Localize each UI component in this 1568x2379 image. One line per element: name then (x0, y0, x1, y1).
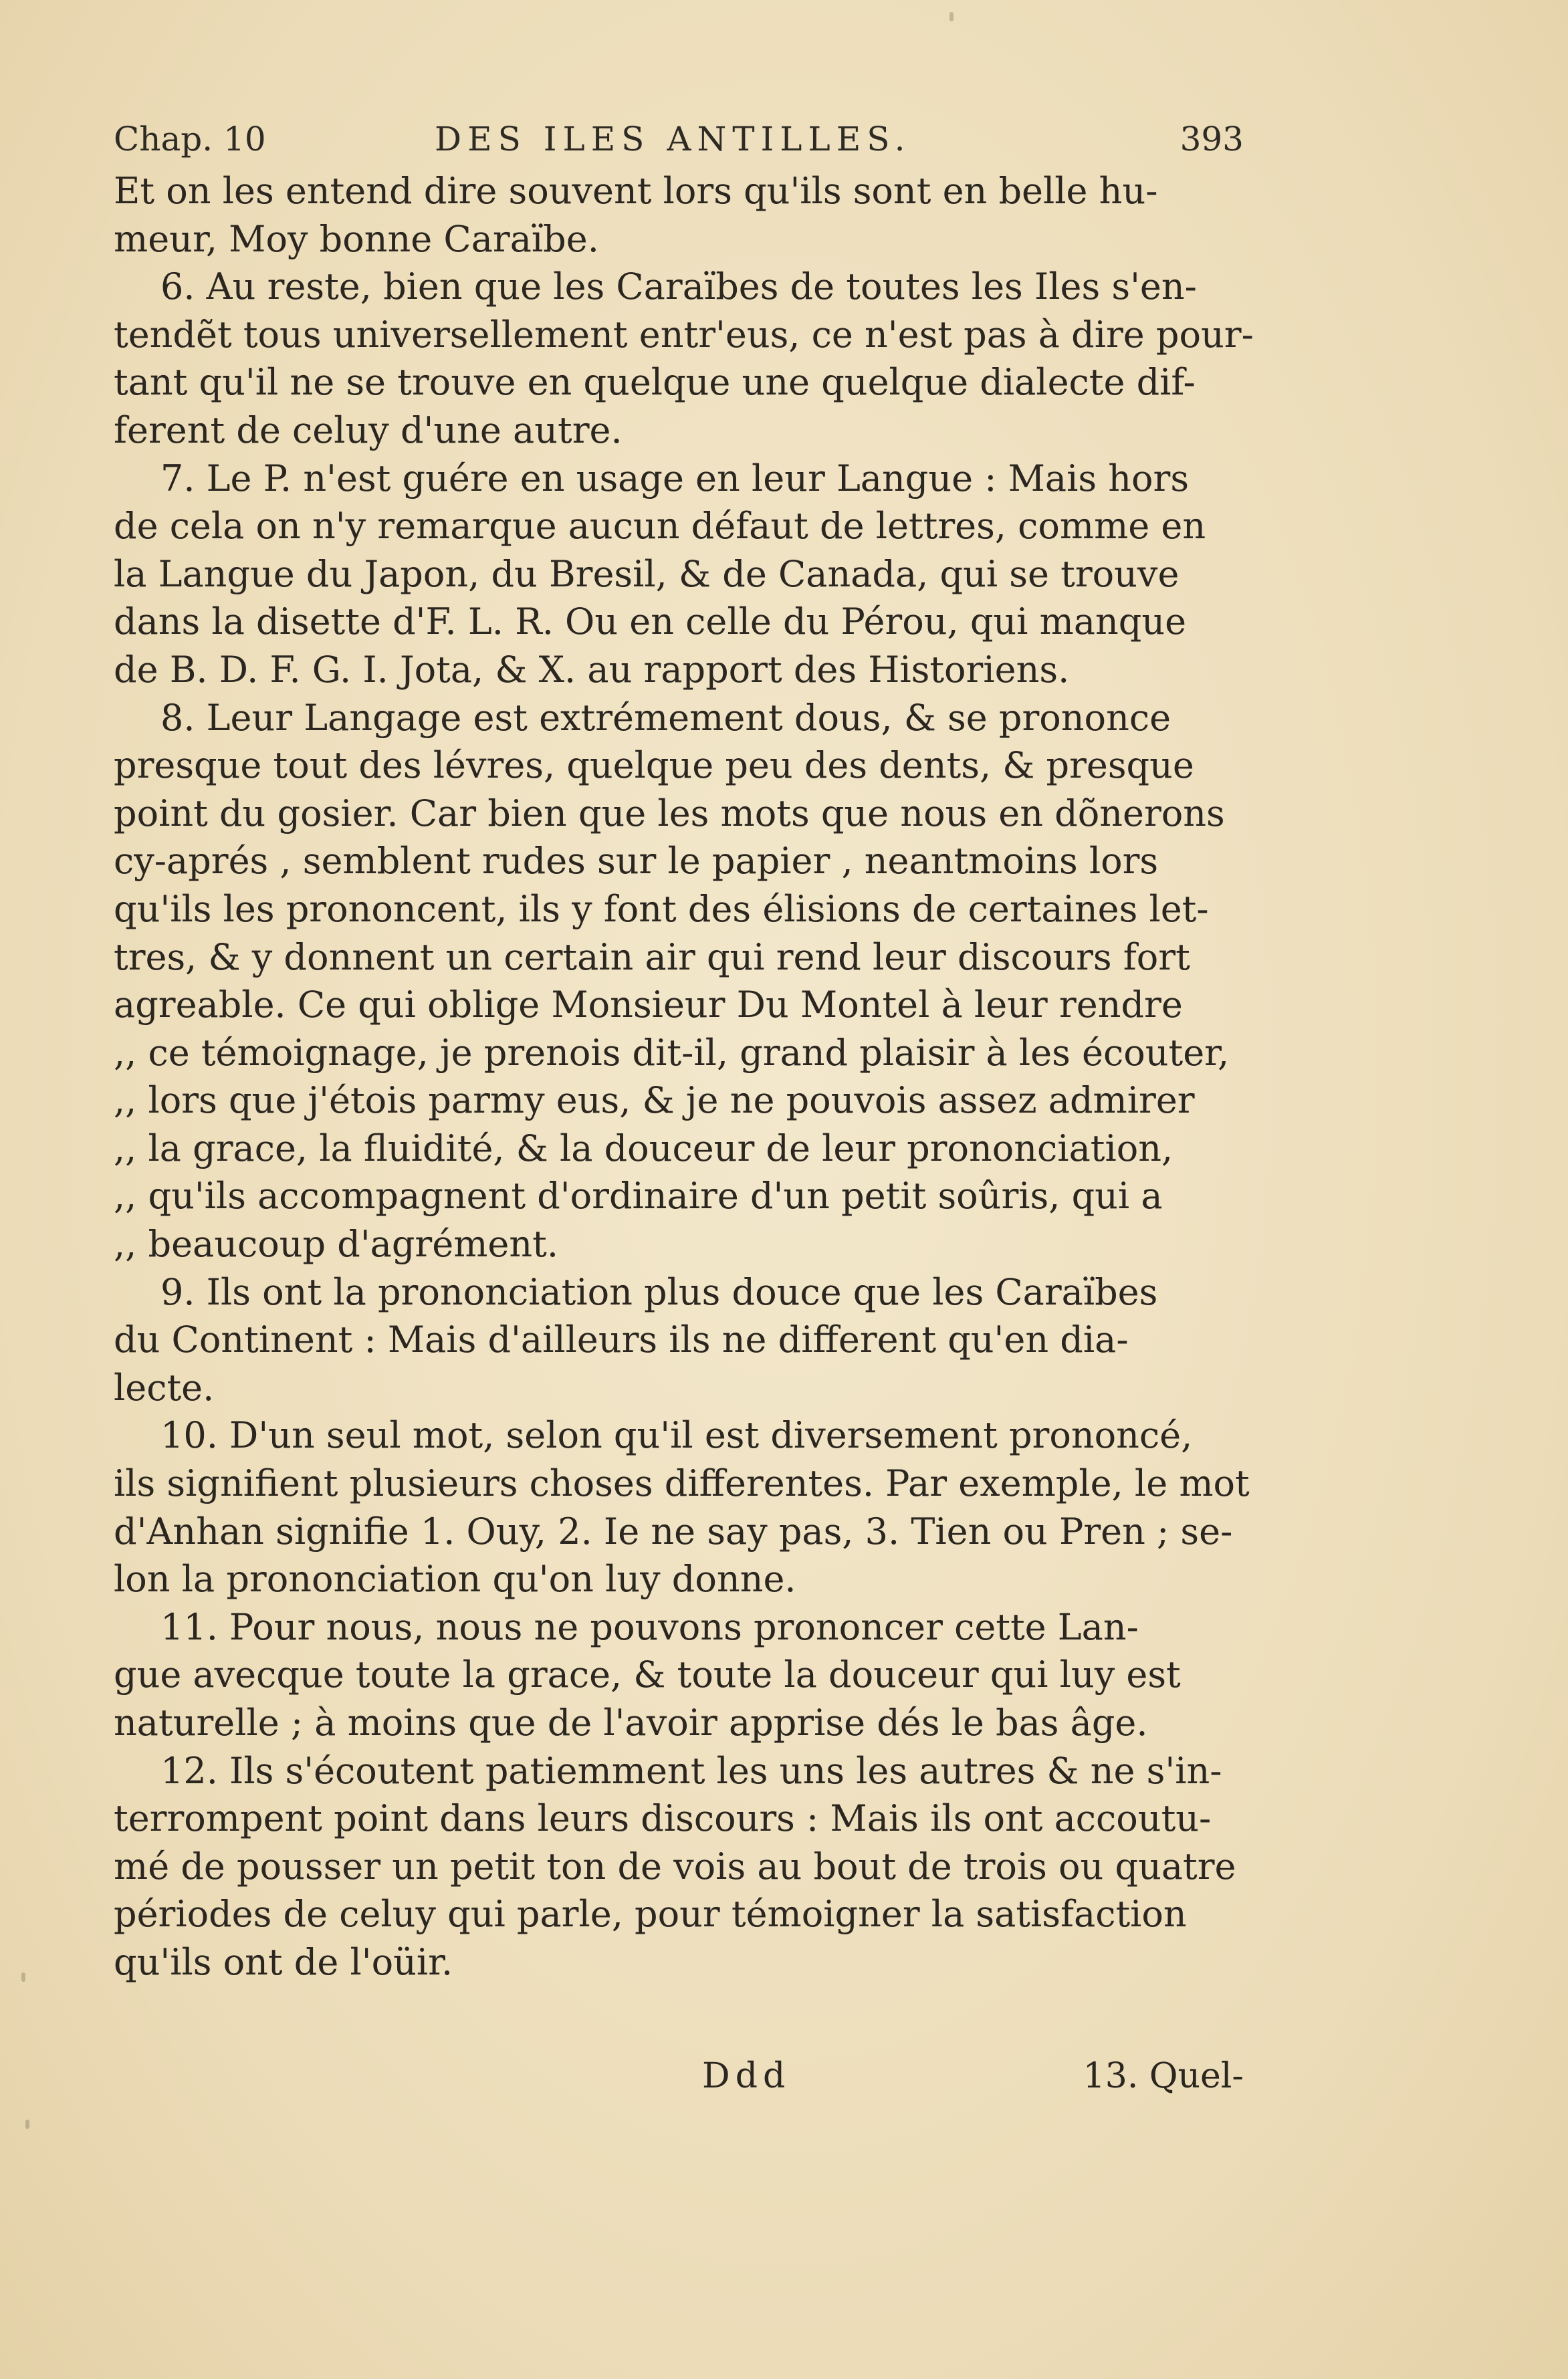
quoted-line: ,, ce témoignage, je prenois dit-il, grand plaisir à les écouter, (114, 1031, 1230, 1074)
running-head (114, 112, 1244, 166)
text-line: dans la disette d'F. L. R. Ou en celle du Pérou, qui manque (114, 600, 1187, 643)
text-line: cy-aprés , semblent rudes sur le papier , neantmoins lors (114, 840, 1159, 883)
text-line: 8. Leur Langage est extrémement dous, & se prononce (160, 696, 1171, 739)
text-line: agreable. Ce qui oblige Monsieur Du Montel à leur rendre (114, 984, 1183, 1026)
text-line: périodes de celuy qui parle, pour témoigner la satisfaction (114, 1893, 1187, 1936)
text-line: meur, Moy bonne Caraïbe. (114, 217, 599, 260)
text-line: 7. Le P. n'est guére en usage en leur Langue : Mais hors (160, 457, 1190, 499)
text-line: 6. Au reste, bien que les Caraïbes de toutes les Iles s'en- (160, 265, 1197, 308)
running-title: DES ILES ANTILLES. (435, 120, 911, 158)
text-line: point du gosier. Car bien que les mots que nous en dõnerons (114, 792, 1225, 834)
text-line: 10. D'un seul mot, selon qu'il est diversement prononcé, (160, 1414, 1193, 1457)
signature-mark: Ddd (702, 2056, 791, 2096)
text-line: tant qu'il ne se trouve en quelque une quelque dialecte dif- (114, 361, 1196, 404)
quoted-line: ,, qu'ils accompagnent d'ordinaire d'un petit soûris, qui a (114, 1175, 1163, 1218)
text-line: mé de pousser un petit ton de vois au bout de trois ou quatre (114, 1845, 1236, 1888)
body-text (114, 167, 1254, 1987)
page-footer (114, 2049, 1244, 2103)
text-line: du Continent : Mais d'ailleurs ils ne different qu'en dia- (114, 1319, 1129, 1361)
text-line: 9. Ils ont la prononciation plus douce que les Caraïbes (160, 1270, 1158, 1313)
text-line: la Langue du Japon, du Bresil, & de Canada, qui se trouve (114, 552, 1180, 595)
text-line: ils signifient plusieurs choses differentes. Par exemple, le mot (114, 1462, 1250, 1505)
text-line: tendẽt tous universellement entr'eus, ce n'est pas à dire pour- (114, 313, 1254, 356)
paper-speck (25, 2120, 29, 2129)
text-line: naturelle ; à moins que de l'avoir apprise dés le bas âge. (114, 1702, 1148, 1744)
text-line: lecte. (114, 1366, 215, 1409)
quoted-line: ,, beaucoup d'agrément. (114, 1223, 559, 1266)
catchword: 13. Quel- (1083, 2056, 1244, 2096)
quoted-line: ,, la grace, la fluidité, & la douceur de leur prononciation, (114, 1127, 1173, 1169)
chapter-label: Chap. 10 (114, 120, 266, 158)
paper-speck (949, 12, 954, 21)
text-line: qu'ils ont de l'oüir. (114, 1940, 453, 1983)
text-line: presque tout des lévres, quelque peu des dents, & presque (114, 744, 1194, 787)
text-line: ferent de celuy d'une autre. (114, 409, 623, 451)
quoted-line: ,, lors que j'étois parmy eus, & je ne pouvois assez admirer (114, 1079, 1195, 1122)
text-line: gue avecque toute la grace, & toute la douceur qui luy est (114, 1654, 1181, 1696)
text-line: lon la prononciation qu'on luy donne. (114, 1558, 796, 1601)
text-line: de B. D. F. G. I. Jota, & X. au rapport des Historiens. (114, 648, 1070, 691)
text-line: d'Anhan signifie 1. Ouy, 2. Ie ne say pas, 3. Tien ou Pren ; se- (114, 1510, 1233, 1553)
text-line: Et on les entend dire souvent lors qu'ils sont en belle hu- (114, 170, 1158, 212)
text-line: 12. Ils s'écoutent patiemment les uns les autres & ne s'in- (160, 1749, 1222, 1792)
text-line: de cela on n'y remarque aucun défaut de lettres, comme en (114, 505, 1206, 548)
paper-speck (21, 1972, 25, 1982)
text-line: qu'ils les prononcent, ils y font des élisions de certaines let- (114, 887, 1209, 930)
page-number: 393 (1180, 120, 1244, 158)
text-line: 11. Pour nous, nous ne pouvons prononcer cette Lan- (160, 1605, 1139, 1648)
text-line: tres, & y donnent un certain air qui rend leur discours fort (114, 935, 1190, 978)
text-line: terrompent point dans leurs discours : Mais ils ont accoutu- (114, 1797, 1212, 1840)
